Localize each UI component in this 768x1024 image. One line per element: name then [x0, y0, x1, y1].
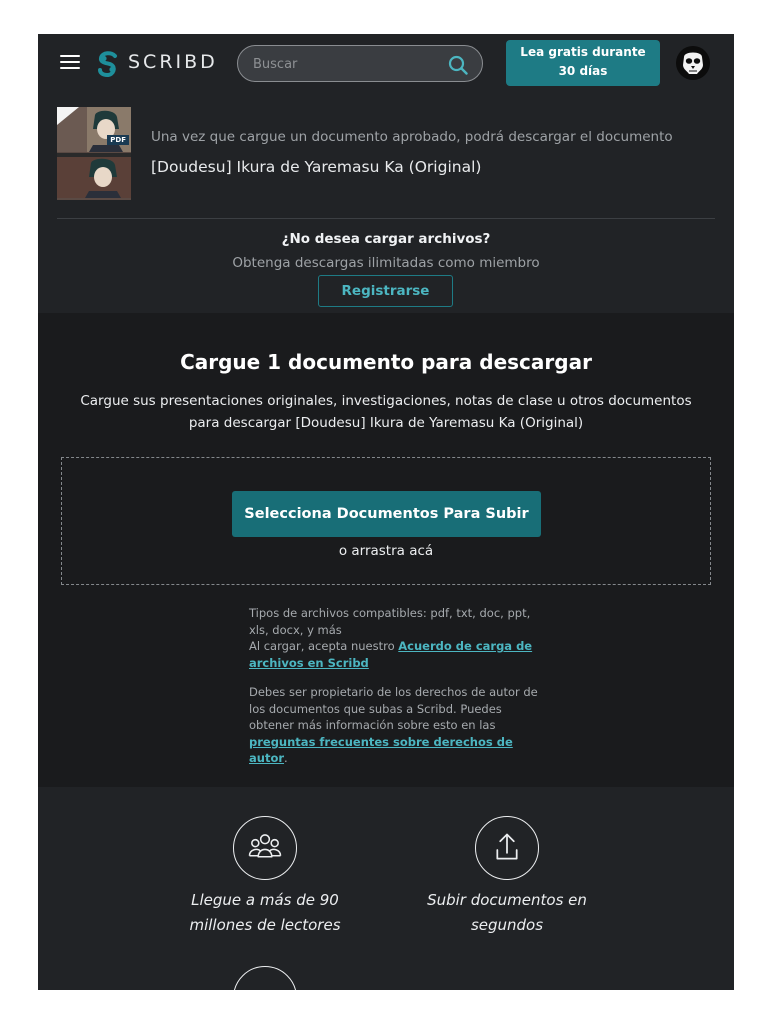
document-title[interactable]: [Doudesu] Ikura de Yaremasu Ka (Original): [151, 158, 482, 176]
file-types-text: [249, 605, 539, 671]
upload-dropzone[interactable]: [61, 457, 711, 585]
avatar[interactable]: [676, 46, 710, 80]
upload-section: [38, 313, 734, 787]
benefits-section: [38, 787, 734, 990]
divider: [57, 218, 715, 219]
thumbnail-page-bottom: [57, 153, 131, 198]
upload-agreement-link[interactable]: Acuerdo de carga de archivos en Scribd: [249, 639, 533, 670]
copyright-text: [249, 684, 539, 767]
drag-hint: o arrastra acá: [338, 543, 434, 559]
search-bar[interactable]: [237, 45, 483, 82]
upload-title: Cargue 1 documento para descargar: [180, 350, 592, 374]
thumbnail-page-top: [57, 107, 131, 152]
copyright-faq-link[interactable]: preguntas frecuentes sobre derechos de autor: [249, 734, 513, 765]
app-frame: [38, 34, 734, 990]
menu-icon[interactable]: [60, 55, 80, 70]
upload-agreement: [249, 638, 539, 671]
no-upload-question: ¿No desea cargar archivos?: [281, 231, 491, 247]
header: [38, 34, 734, 92]
benefit-upload-text: Subir documentos en segundos: [427, 891, 587, 934]
search-input[interactable]: [253, 54, 433, 74]
logo-text[interactable]: SCRIBD: [128, 51, 218, 73]
select-documents-button[interactable]: Selecciona Documentos Para Subir: [232, 491, 541, 537]
search-icon[interactable]: [448, 55, 468, 75]
scribd-logo-icon[interactable]: [96, 50, 120, 78]
file-types: Tipos de archivos compatibles: pdf, txt, doc, ppt, xls, docx, y más: [249, 606, 531, 637]
benefit-readers-text: Llegue a más de 90 millones de lectores: [189, 891, 341, 934]
copyright-suffix: .: [284, 751, 288, 765]
benefit-icon-partial: [233, 966, 297, 990]
copyright-body: Debes ser propietario de los derechos de autor de los documentos que subas a Scribd. Puedes obtener más información sobre esto en las: [249, 685, 538, 732]
upload-note: Una vez que cargue un documento aprobado, podrá descargar el documento: [151, 129, 673, 145]
readers-icon: [233, 816, 297, 880]
upload-description: Cargue sus presentaciones originales, investigaciones, notas de clase u otros documentos para descargar [Doudesu] Ikura de Yaremasu Ka (Original): [80, 393, 692, 431]
document-thumbnail[interactable]: [57, 107, 131, 200]
free-trial-button[interactable]: Lea gratis durante 30 días: [506, 40, 660, 86]
register-button[interactable]: Registrarse: [318, 275, 453, 307]
membership-subtext: Obtenga descargas ilimitadas como miembro: [232, 255, 540, 271]
agreement-prefix: Al cargar, acepta nuestro: [249, 639, 399, 653]
pdf-badge: PDF: [107, 135, 129, 145]
upload-icon: [475, 816, 539, 880]
